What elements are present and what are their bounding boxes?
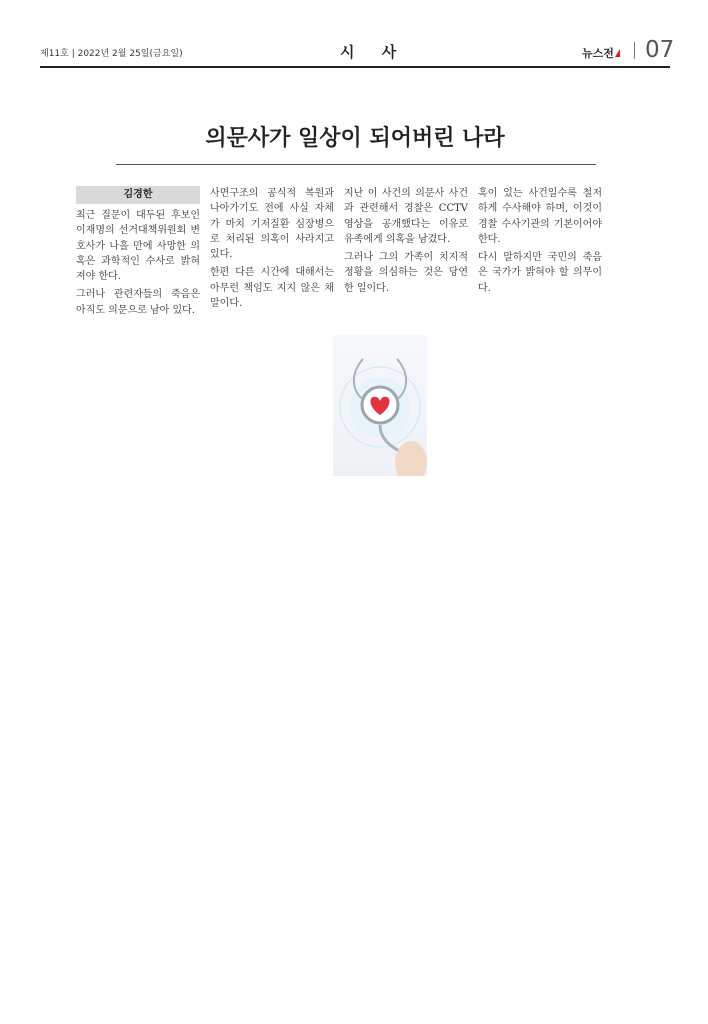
paragraph: 다시 말하지만 국민의 죽음은 국가가 밝혀야 할 의무이다. — [478, 252, 602, 294]
masthead-divider — [634, 42, 635, 59]
masthead-rule — [40, 66, 670, 68]
paragraph: 사면구조의 공식적 복원과 나아가기도 전에 사실 자체가 마치 기저질환 심장병으로 처리된 의혹이 사라지고 있다. — [210, 188, 334, 261]
article-column-2 — [210, 186, 334, 968]
article-column-1 — [76, 186, 200, 968]
brand-mark-icon — [615, 49, 620, 57]
section-title: 시 사 — [340, 43, 408, 61]
article-column-4 — [478, 186, 602, 968]
article-headline: 의문사가 일상이 되어버린 나라 — [205, 125, 505, 151]
masthead — [40, 36, 675, 64]
paragraph: 지난 이 사건의 의문사 사건과 관련해서 경찰은 CCTV 영상을 공개했다는 이유로 유족에게 의혹을 남겼다. — [344, 188, 468, 245]
paragraph: 그러나 관련자들의 죽음은 아직도 의문으로 남아 있다. — [76, 289, 200, 316]
article-photo — [333, 335, 427, 476]
brand-name: 뉴스전 — [582, 47, 614, 60]
headline-rule — [116, 164, 596, 165]
paragraph: 그러나 그의 가족이 치지적 정황을 의심하는 것은 당연한 일이다. — [344, 252, 468, 294]
newspaper-logo — [582, 45, 620, 61]
issue-date: 제11호 | 2022년 2월 25일(금요일) — [40, 49, 183, 59]
page-number: 07 — [645, 37, 675, 63]
paragraph: 최근 질문이 대두된 후보인 이재명의 선거대책위원회 변호사가 나흘 만에 사망한 의혹은 과학적인 수사로 밝혀져야 한다. — [76, 210, 200, 283]
paragraph: 혹이 있는 사건일수록 철저하게 수사해야 하며, 이것이 경찰 수사기관의 기본이어야 한다. — [478, 188, 602, 245]
stethoscope-heart-image — [333, 335, 427, 476]
byline: 김경한 — [76, 186, 200, 204]
paragraph: 한편 다른 시간에 대해서는 아무런 책임도 지지 않은 채 말이다. — [210, 267, 334, 310]
article-column-3 — [344, 186, 468, 968]
